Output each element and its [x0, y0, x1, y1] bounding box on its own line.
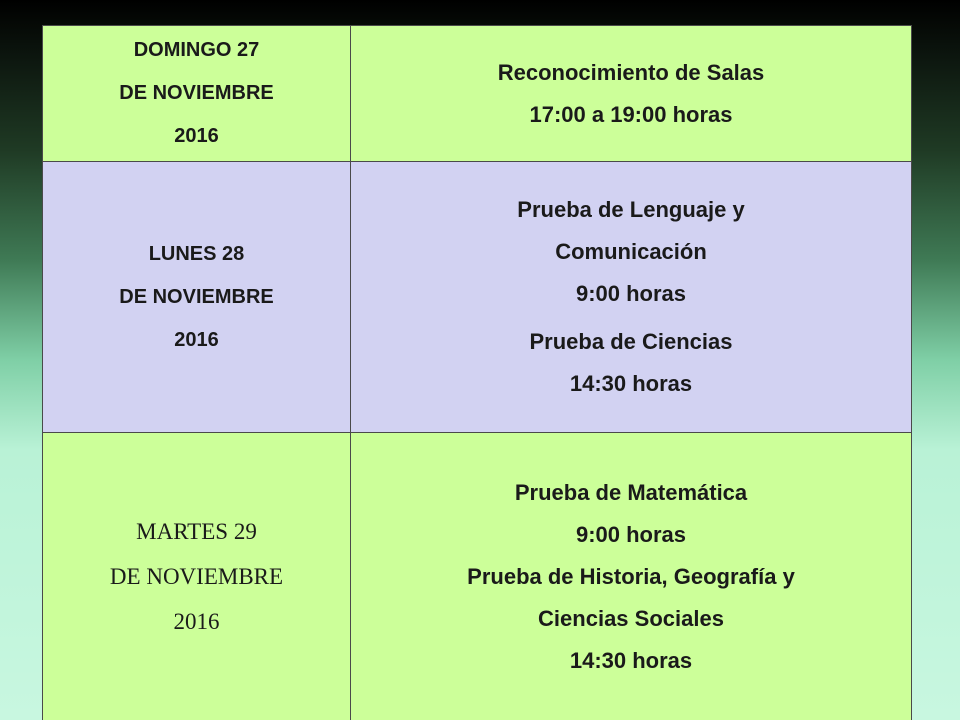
date-day: LUNES 28: [148, 242, 245, 265]
event-title-cont: Comunicación: [555, 239, 707, 264]
event-title: Prueba de Matemática: [514, 479, 748, 505]
schedule-row-tuesday: [43, 433, 912, 720]
event-time: 9:00 horas: [575, 281, 687, 306]
event-title: Reconocimiento de Salas: [497, 59, 765, 85]
event-title: Prueba de Ciencias: [529, 329, 733, 354]
date-cell-tuesday: [43, 433, 351, 720]
event-history-test: [351, 556, 911, 682]
event-time: 14:30 horas: [569, 647, 693, 673]
date-day: MARTES 29: [136, 519, 257, 544]
event-language-test: [351, 189, 911, 315]
date-month: DE NOVIEMBRE: [119, 285, 274, 308]
event-cell-sunday: [351, 26, 912, 162]
event-title: Prueba de Lenguaje y: [517, 197, 745, 222]
date-month: DE NOVIEMBRE: [119, 82, 274, 104]
event-cell-tuesday: [351, 433, 912, 720]
event-cell-monday: [351, 162, 912, 433]
event-time: 17:00 a 19:00 horas: [529, 101, 733, 127]
event-title-cont: Ciencias Sociales: [538, 605, 724, 631]
event-time: 14:30 horas: [569, 371, 693, 396]
event-math-test: [351, 472, 911, 556]
date-year: 2016: [174, 328, 219, 351]
date-year: 2016: [173, 609, 220, 634]
event-science-test: [351, 321, 911, 405]
schedule-table: [42, 25, 912, 720]
date-cell-monday: [43, 162, 351, 433]
event-title: Prueba de Historia, Geografía y: [467, 563, 795, 589]
schedule-row-monday: [43, 162, 912, 433]
date-day: DOMINGO 27: [133, 39, 260, 61]
date-year: 2016: [174, 125, 219, 147]
date-cell-sunday: [43, 26, 351, 162]
event-room-recognition: [351, 52, 911, 136]
schedule-row-sunday: [43, 26, 912, 162]
date-month: DE NOVIEMBRE: [109, 564, 284, 589]
event-time: 9:00 horas: [575, 521, 687, 547]
